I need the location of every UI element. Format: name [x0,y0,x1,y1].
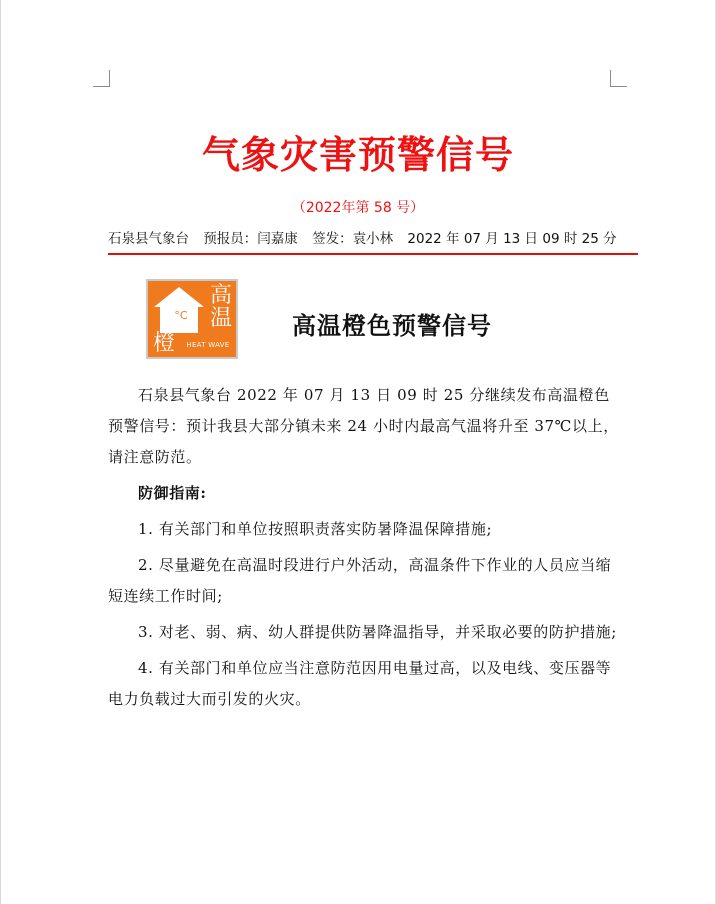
main-paragraph: 石泉县气象台 2022 年 07 月 13 日 09 时 25 分继续发布高温橙色预警信号：预计我县大部分镇未来 24 小时内最高气温将升至 37℃以上，请注意防范。 [108,386,619,466]
guide-title: 防御指南: [138,484,207,502]
icon-char-wen: 温 [209,306,232,331]
body-text [108,380,620,715]
forecaster: 预报员：闫嘉康 [203,231,298,247]
guideline-item: 1. 有关部门和单位按照职责落实防暑降温保障措施; [138,520,493,538]
house-thermometer-icon [152,285,206,335]
guideline-item: 4. 有关部门和单位应当注意防范因用电量过高，以及电线、变压器等电力负载过大而引发的火灾。 [108,659,612,708]
heat-wave-orange-icon [146,279,238,359]
red-divider [108,253,638,255]
degree-symbol: °C [174,309,188,322]
issue-datetime: 2022 年 07 月 13 日 09 时 25 分 [407,231,617,247]
station-name: 石泉县气象台 [108,231,189,247]
crop-mark-top-left [93,70,110,87]
meta-line [108,227,628,247]
guideline-item: 2. 尽量避免在高温时段进行户外活动，高温条件下作业的人员应当缩短连续工作时间; [108,556,612,605]
signal-title: 高温橙色预警信号 [292,312,492,340]
heat-wave-label: HEAT WAVE [186,341,230,349]
icon-char-cheng: 橙 [152,331,175,356]
guideline-item: 3. 对老、弱、病、幼人群提供防暑降温指导，并采取必要的防护措施; [138,623,617,641]
crop-mark-top-right [610,70,627,87]
main-title: 气象灾害预警信号 [201,132,514,177]
issue-number: （2022年第 58 号） [291,200,425,216]
signer: 签发：袁小林 [312,231,394,247]
icon-char-gao: 高 [209,283,232,308]
